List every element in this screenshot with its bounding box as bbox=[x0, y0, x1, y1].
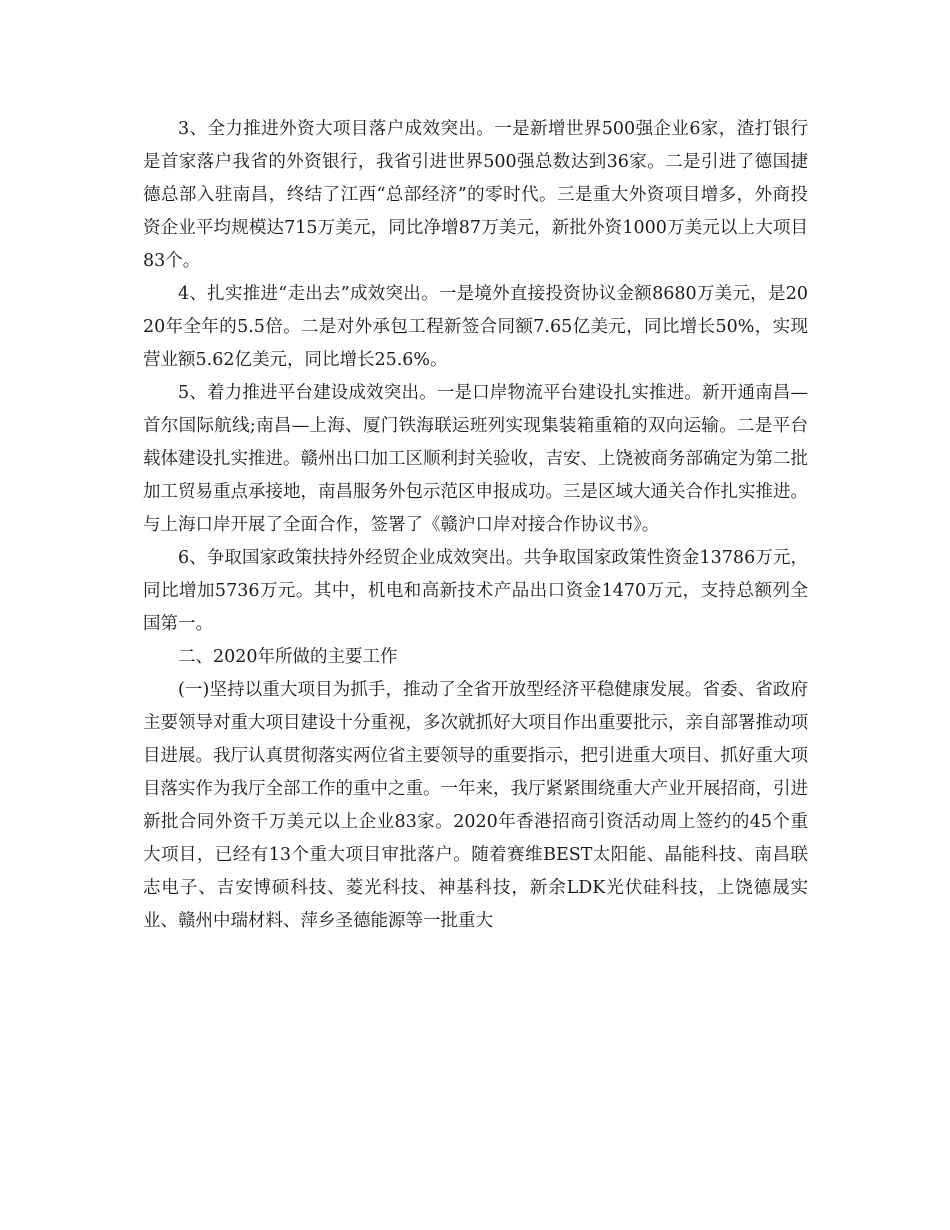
paragraph-major-projects: (一)坚持以重大项目为抓手，推动了全省开放型经济平稳健康发展。省委、省政府主要领导对重大项目建设十分重视，多次就抓好大项目作出重要批示，亲自部署推动项目进展。我厅认真贯彻落实两位省主要领导的重要指示，把引进重大项目、抓好重大项目落实作为我厅全部工作的重中之重。一年来，我厅紧紧围绕重大产业开展招商，引进新批合同外资千万美元以上企业83家。2020年香港招商引资活动周上签约的45个重大项目，已经有13个重大项目审批落户。随着赛维BEST太阳能、晶能科技、南昌联志电子、吉安博硕科技、菱光科技、神基科技，新余LDK光伏硅科技，上饶德晟实业、赣州中瑞材料、萍乡圣德能源等一批重大 bbox=[143, 680, 808, 931]
paragraph-platform-construction: 5、着力推进平台建设成效突出。一是口岸物流平台建设扎实推进。新开通南昌—首尔国际航线;南昌—上海、厦门铁海联运班列实现集装箱重箱的双向运输。二是平台载体建设扎实推进。赣州出口加工区顺利封关验收，吉安、上饶被商务部确定为第二批加工贸易重点承接地，南昌服务外包示范区申报成功。三是区域大通关合作扎实推进。与上海口岸开展了全面合作，签署了《赣沪口岸对接合作协议书》。 bbox=[143, 383, 808, 535]
paragraph-foreign-investment: 3、全力推进外资大项目落户成效突出。一是新增世界500强企业6家，渣打银行是首家落户我省的外资银行，我省引进世界500强总数达到36家。二是引进了德国捷德总部入驻南昌，终结了江西“总部经济”的零时代。三是重大外资项目增多，外商投资企业平均规模达715万美元，同比净增87万美元，新批外资1000万美元以上大项目83个。 bbox=[143, 119, 808, 271]
section-heading-main-work: 二、2020年所做的主要工作 bbox=[178, 647, 398, 667]
document-body bbox=[143, 113, 808, 938]
paragraph-policy-support: 6、争取国家政策扶持外经贸企业成效突出。共争取国家政策性资金13786万元，同比增加5736万元。其中，机电和高新技术产品出口资金1470万元，支持总额列全国第一。 bbox=[143, 548, 808, 634]
paragraph-going-global: 4、扎实推进“走出去”成效突出。一是境外直接投资协议金额8680万美元，是2020年全年的5.5倍。二是对外承包工程新签合同额7.65亿美元，同比增长50%，实现营业额5.62亿美元，同比增长25.6%。 bbox=[143, 284, 808, 370]
